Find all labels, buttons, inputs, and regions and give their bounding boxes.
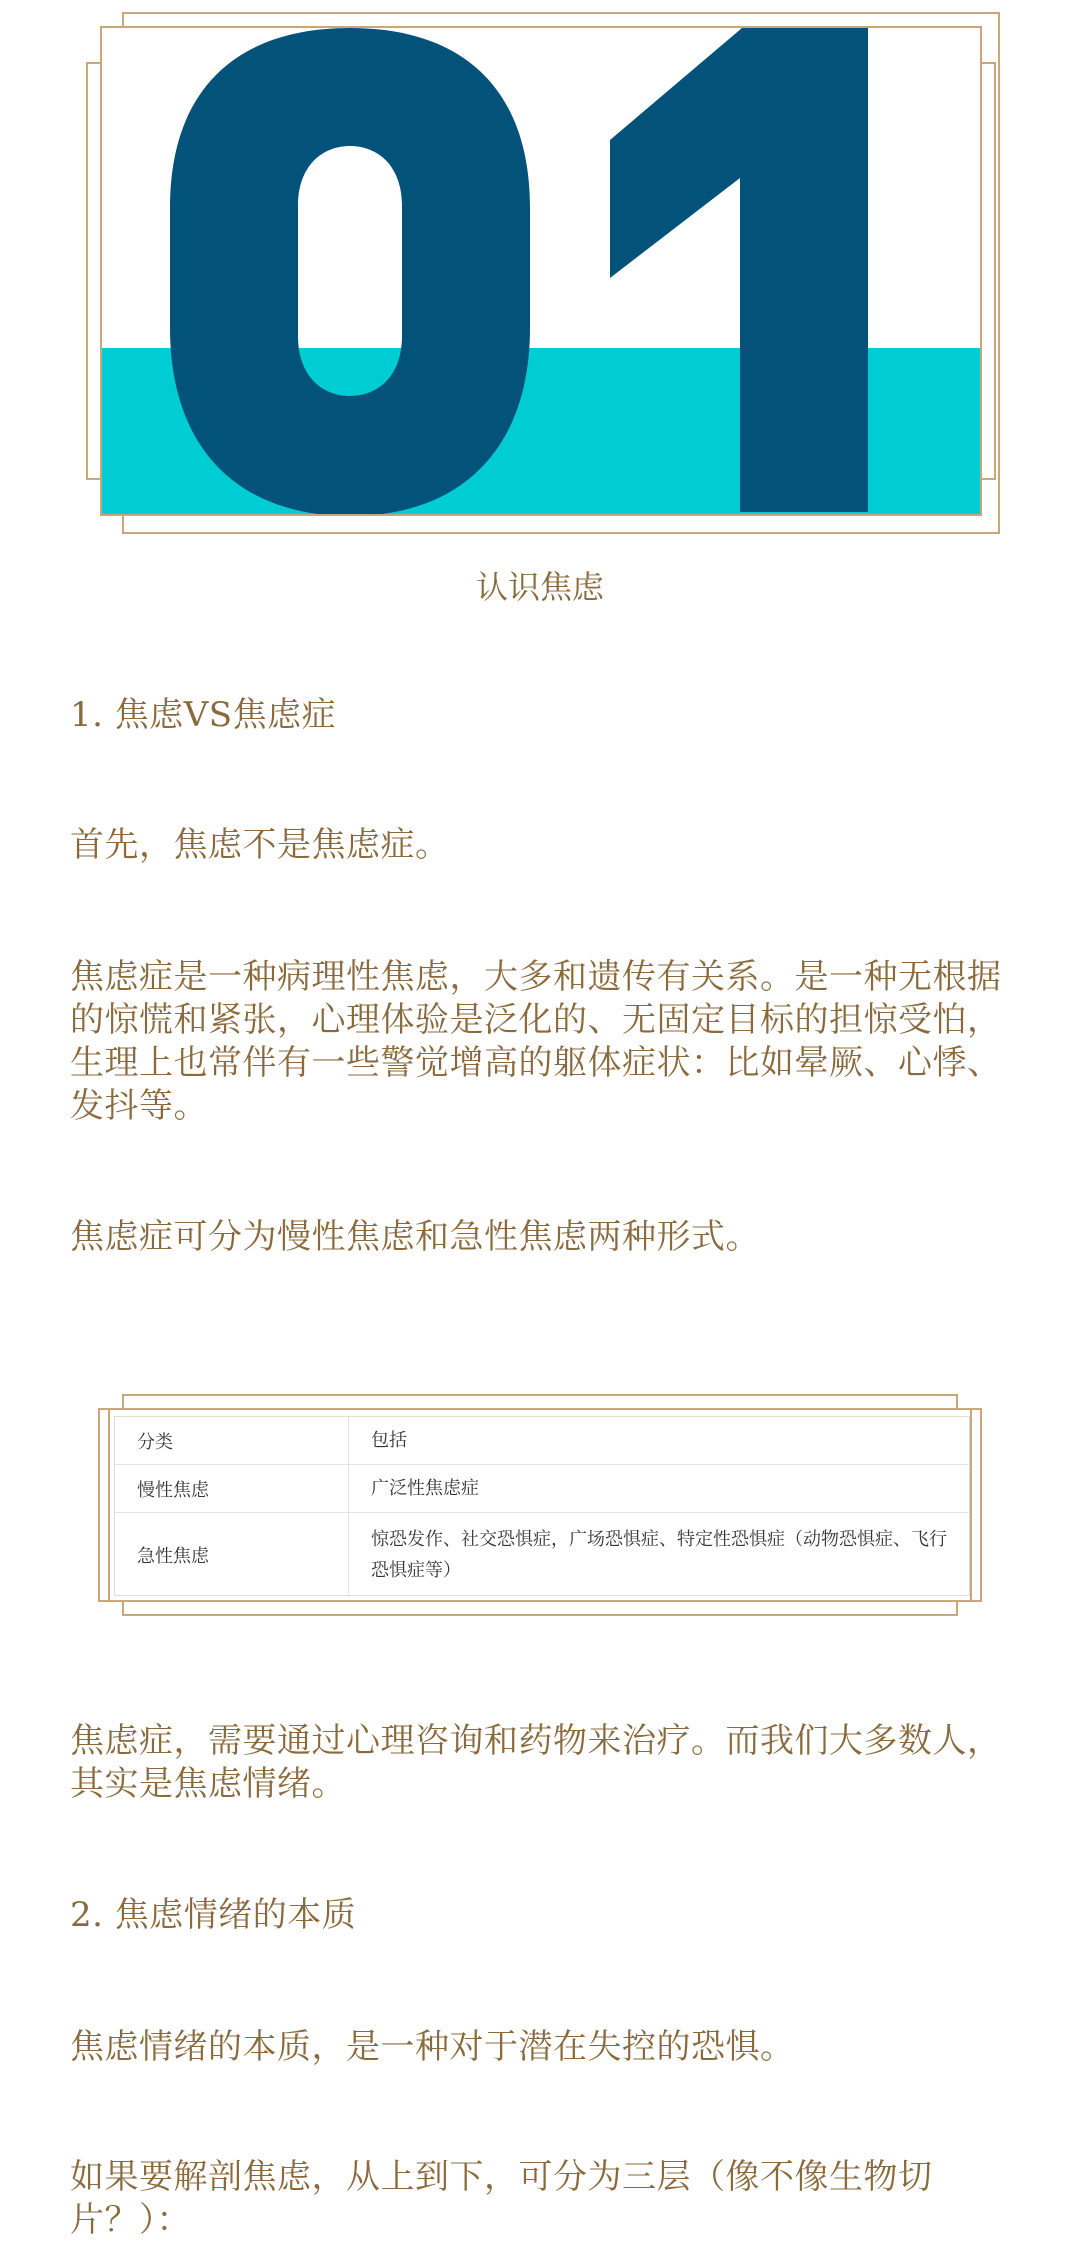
hero-frame-side-right — [980, 62, 996, 480]
table-header-includes: 包括 — [371, 1430, 407, 1451]
hero-caption: 认识焦虑 — [475, 568, 604, 606]
section-heading-anxiety-essence: 2. 焦虑情绪的本质 — [70, 1895, 357, 1935]
paragraph-anxiety-not-disorder: 首先，焦虑不是焦虑症。 — [70, 825, 450, 865]
table-header-row — [115, 1417, 969, 1465]
table-cell-includes: 广泛性焦虑症 — [371, 1478, 479, 1499]
table-cell-includes: 惊恐发作、社交恐惧症，广场恐惧症、特定性恐惧症（动物恐惧症、飞行恐惧症等） — [371, 1529, 947, 1581]
paragraph-disorder-definition: 焦虑症是一种病理性焦虑，大多和遗传有关系。是一种无根据的惊慌和紧张，心理体验是泛化的、无固定目标的担惊受怕，生理上也常伴有一些警觉增高的躯体症状：比如晕厥、心悸、发抖等。 — [70, 957, 1002, 1126]
table-row — [115, 1513, 969, 1597]
table-row — [115, 1465, 969, 1513]
hero-number-graphic — [102, 28, 982, 516]
table-cell-category: 急性焦虑 — [115, 1513, 349, 1597]
classification-table — [114, 1416, 970, 1596]
hero-digit-zero — [170, 28, 530, 516]
hero-number-art — [100, 26, 982, 516]
paragraph-anxiety-layers: 如果要解剖焦虑，从上到下，可分为三层（像不像生物切片？）： — [70, 2157, 933, 2240]
paragraph-disorder-treatment: 焦虑症，需要通过心理咨询和药物来治疗。而我们大多数人，其实是焦虑情绪。 — [70, 1721, 1002, 1804]
table-header-category: 分类 — [115, 1417, 349, 1464]
paragraph-disorder-forms: 焦虑症可分为慢性焦虑和急性焦虑两种形式。 — [70, 1217, 760, 1257]
table-cell-category: 慢性焦虑 — [115, 1465, 349, 1512]
section-heading-anxiety-vs-disorder: 1. 焦虑VS焦虑症 — [70, 695, 337, 735]
paragraph-anxiety-essence: 焦虑情绪的本质，是一种对于潜在失控的恐惧。 — [70, 2027, 795, 2067]
